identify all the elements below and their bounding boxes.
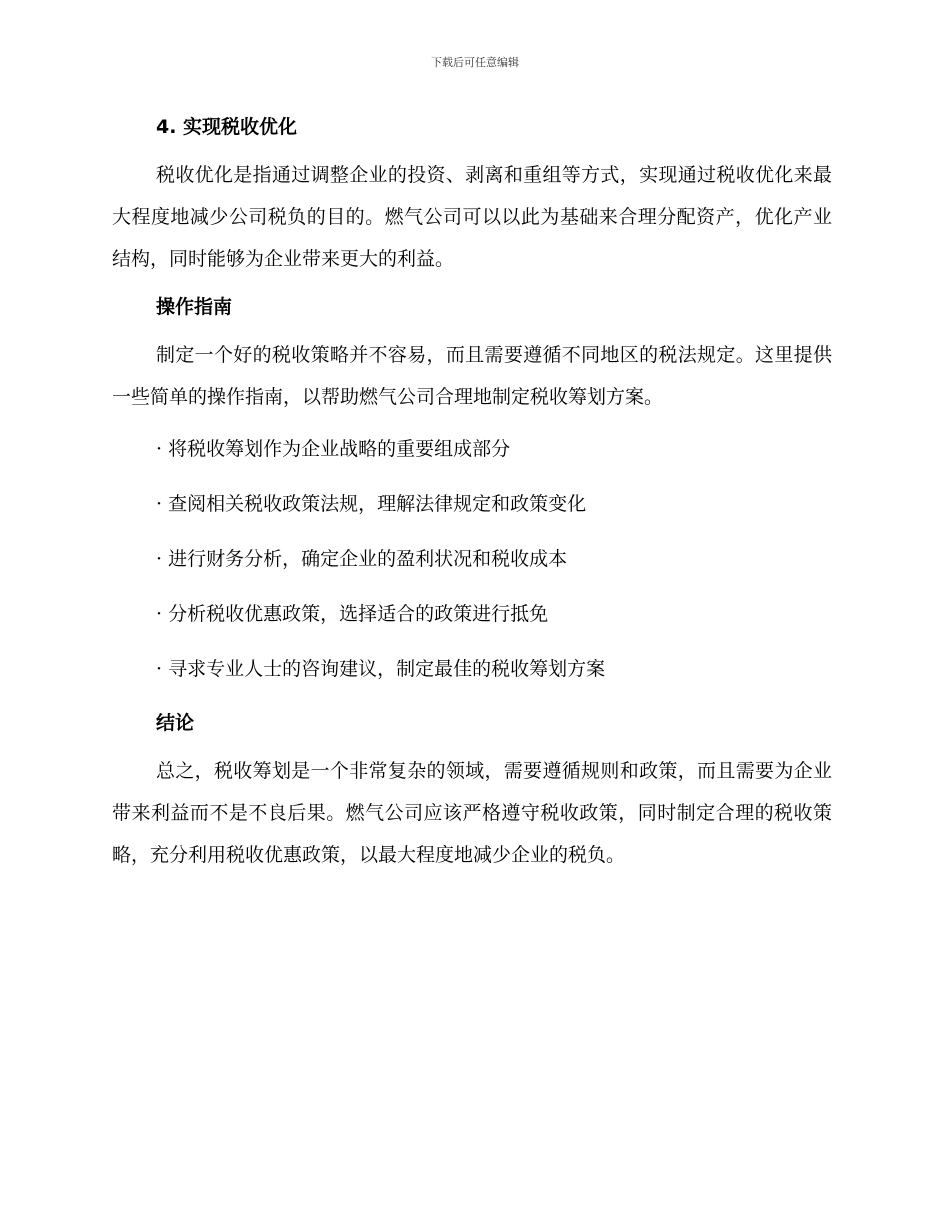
section-heading-conclusion: 结论 bbox=[156, 712, 195, 734]
section-heading-guide: 操作指南 bbox=[156, 296, 233, 318]
document-content bbox=[112, 110, 832, 876]
guide-bullet-list bbox=[112, 434, 832, 684]
list-item: · 寻求专业人士的咨询建议，制定最佳的税收筹划方案 bbox=[156, 658, 606, 680]
paragraph-conclusion: 总之，税收筹划是一个非常复杂的领域，需要遵循规则和政策，而且需要为企业带来利益而不是不良后果。燃气公司应该严格遵守税收政策，同时制定合理的税收策略，充分利用税收优惠政策，以最大程度地减少企业的税负。 bbox=[112, 760, 832, 866]
list-item: · 查阅相关税收政策法规，理解法律规定和政策变化 bbox=[156, 493, 587, 515]
section-heading-tax-optimization: 4. 实现税收优化 bbox=[156, 116, 298, 138]
list-item: · 分析税收优惠政策，选择适合的政策进行抵免 bbox=[156, 603, 549, 625]
header-note: 下载后可任意编辑 bbox=[431, 56, 519, 69]
list-item: · 将税收筹划作为企业战略的重要组成部分 bbox=[156, 438, 511, 460]
paragraph-guide: 制定一个好的税收策略并不容易，而且需要遵循不同地区的税法规定。这里提供一些简单的操作指南，以帮助燃气公司合理地制定税收筹划方案。 bbox=[112, 344, 832, 408]
list-item: · 进行财务分析，确定企业的盈利状况和税收成本 bbox=[156, 548, 568, 570]
paragraph-tax-optimization: 税收优化是指通过调整企业的投资、剥离和重组等方式，实现通过税收优化来最大程度地减少公司税负的目的。燃气公司可以以此为基础来合理分配资产，优化产业结构，同时能够为企业带来更大的利益。 bbox=[112, 164, 832, 270]
